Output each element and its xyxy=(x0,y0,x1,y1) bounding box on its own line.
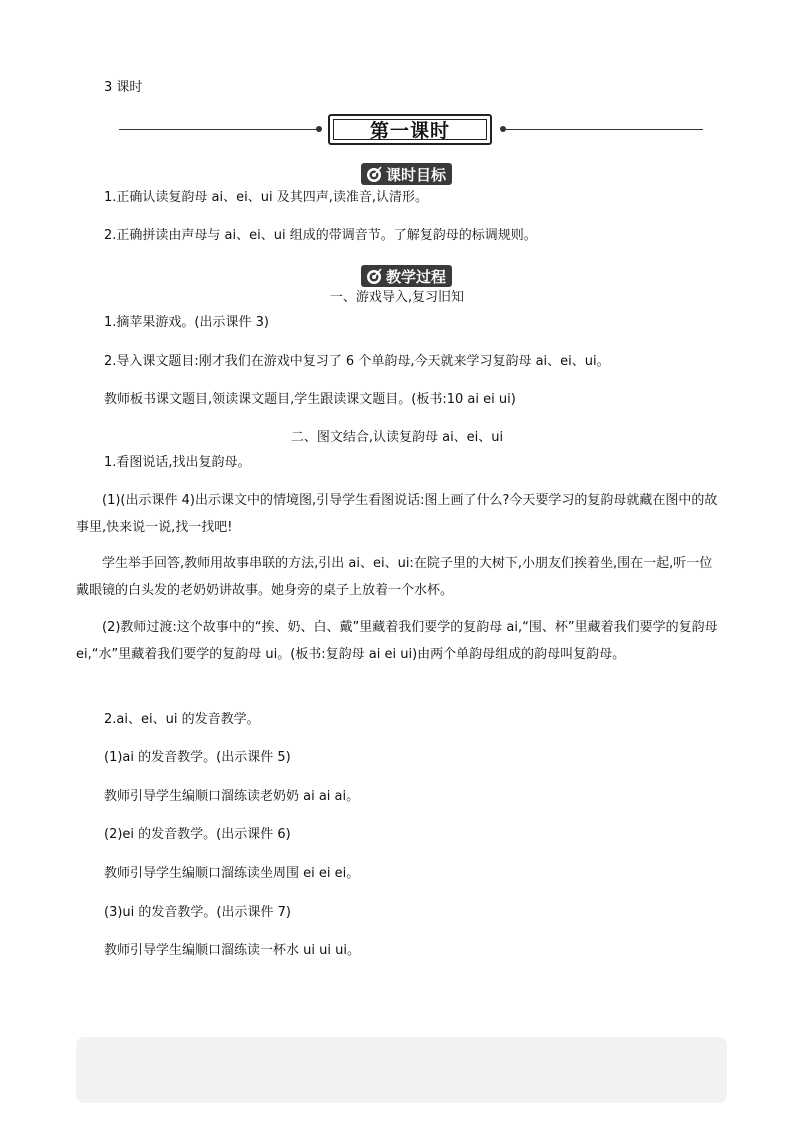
part2-p6: (1)ai 的发音教学。(出示课件 5) xyxy=(104,750,291,765)
part1-p2: 2.导入课文题目:刚才我们在游戏中复习了 6 个单韵母,今天就来学习复韵母 ai、ei、ui。 xyxy=(104,354,610,369)
part2-p2: (1)(出示课件 4)出示课文中的情境图,引导学生看图说话:图上画了什么?今天要学习的复韵母就藏在图中的故事里,快来说一说,找一找吧! xyxy=(76,493,718,535)
page-title xyxy=(328,114,492,145)
goal-item-1: 1.正确认读复韵母 ai、ei、ui 及其四声,读准音,认清形。 xyxy=(104,190,428,205)
goal-item-2: 2.正确拼读由声母与 ai、ei、ui 组成的带调音节。了解复韵母的标调规则。 xyxy=(104,228,537,243)
part2-p8: (2)ei 的发音教学。(出示课件 6) xyxy=(104,827,291,842)
part2-p7: 教师引导学生编顺口溜练读老奶奶 ai ai ai。 xyxy=(104,789,360,804)
part2-p11: 教师引导学生编顺口溜练读一杯水 ui ui ui。 xyxy=(104,943,360,958)
section-label-process-text: 教学过程 xyxy=(386,267,447,286)
part1-p1: 1.摘苹果游戏。(出示课件 3) xyxy=(104,315,269,330)
section-label-goals-text: 课时目标 xyxy=(386,165,447,184)
part2-p1: 1.看图说话,找出复韵母。 xyxy=(104,455,251,470)
section-label-process xyxy=(361,265,452,287)
part1-heading: 一、游戏导入,复习旧知 xyxy=(329,290,465,305)
target-icon xyxy=(365,165,383,183)
target-icon xyxy=(365,267,383,285)
page-title-text: 第一课时 xyxy=(369,120,450,142)
part2-p4: (2)教师过渡:这个故事中的“挨、奶、白、戴”里藏着我们要学的复韵母 ai,“围、杯”里藏着我们要学的复韵母 ei,“水”里藏着我们要学的复韵母 ui。(板书:复韵母 ai ei ui)由两个单韵母组成的韵母叫复韵母。 xyxy=(76,620,718,662)
section-label-goals xyxy=(361,163,452,185)
part2-heading: 二、图文结合,认读复韵母 ai、ei、ui xyxy=(290,430,504,445)
part2-p9: 教师引导学生编顺口溜练读坐周围 ei ei ei。 xyxy=(104,866,360,881)
title-rule-right xyxy=(506,129,703,130)
part2-p10: (3)ui 的发音教学。(出示课件 7) xyxy=(104,905,291,920)
part1-p3: 教师板书课文题目,领读课文题目,学生跟读课文题目。(板书:10 ai ei ui) xyxy=(104,392,516,407)
footer-box xyxy=(76,1037,727,1103)
title-dot-left xyxy=(316,126,322,132)
part2-p5: 2.ai、ei、ui 的发音教学。 xyxy=(104,712,260,727)
title-rule-left xyxy=(119,129,317,130)
lesson-count: 3 课时 xyxy=(104,80,143,95)
part2-p3: 学生举手回答,教师用故事串联的方法,引出 ai、ei、ui:在院子里的大树下,小朋友们挨着坐,围在一起,听一位戴眼镜的白头发的老奶奶讲故事。她身旁的桌子上放着一个水杯。 xyxy=(76,556,713,598)
